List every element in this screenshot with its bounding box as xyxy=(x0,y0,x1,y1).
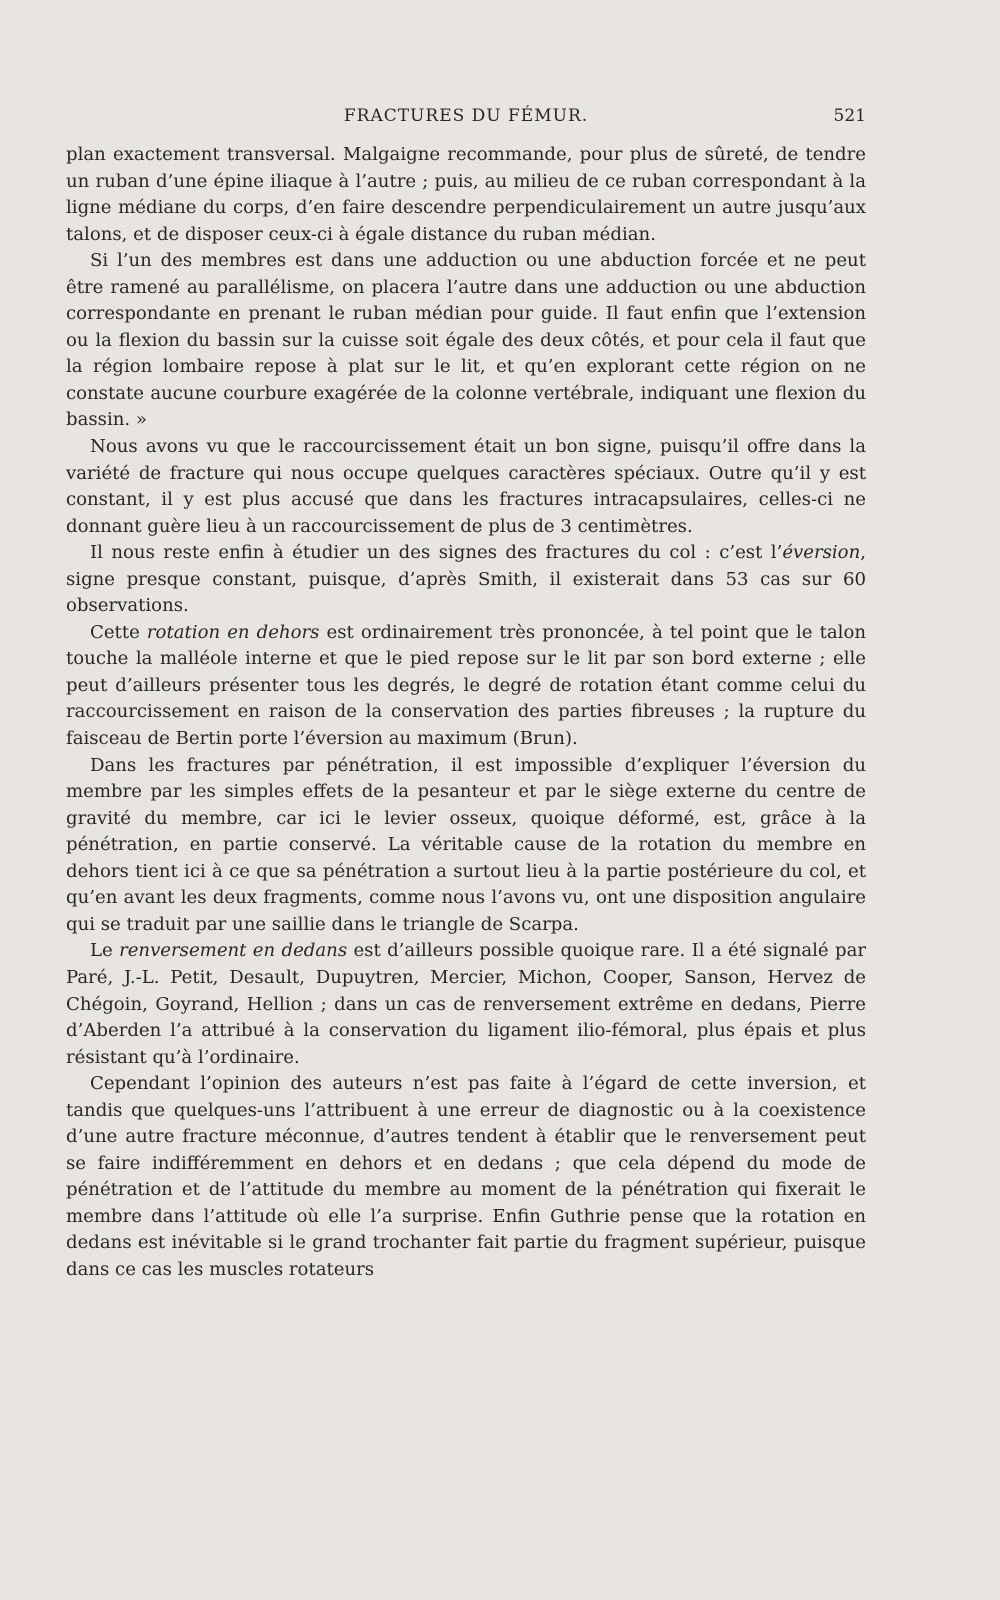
paragraph xyxy=(66,540,866,620)
italic-term: rotation en dehors xyxy=(146,621,320,643)
paragraph xyxy=(66,938,866,1071)
paragraph-text: Cependant l’opinion des auteurs n’est pas faite à l’égard de cette inversion, et tandis que quelques-uns l’attribuent à une erreur de diagnostic ou à la coexistence d’une autre fracture méconnue, d’autres tendent à établir que le renversement peut se faire indifféremment en dehors et en dedans ; que cela dépend du mode de pénétration et de l’attitude du membre au moment de la pénétration qui fixerait le membre dans l’attitude où elle l’a surprise. Enfin Guthrie pense que la rotation en dedans est inévitable si le grand trochanter fait partie du fragment supérieur, puisque dans ce cas les muscles rotateurs xyxy=(66,1073,866,1280)
paragraph xyxy=(66,1071,866,1283)
paragraph xyxy=(66,142,866,248)
running-title: FRACTURES DU FÉMUR. xyxy=(343,106,589,126)
paragraph-text: est d’ailleurs possible quoique rare. Il a été signalé par Paré, J.-L. Petit, Desault, Dupuytren, Mercier, Michon, Cooper, Sanson, Hervez de Chégoin, Goyrand, Hellion ; dans un cas de renversement extrême en dedans, Pierre d’Aberden l’a attribué à la conservation du ligament ilio-fémoral, plus épais et plus résistant qu’à l’ordinaire. xyxy=(66,940,866,1068)
paragraph xyxy=(66,753,866,939)
paragraph-text: Nous avons vu que le raccourcissement était un bon signe, puisqu’il offre dans la variété de fracture qui nous occupe quelques caractères spéciaux. Outre qu’il y est constant, il y est plus accusé que dans les fractures intracapsulaires, celles-ci ne donnant guère lieu à un raccourcissement de plus de 3 centimètres. xyxy=(66,436,866,537)
paragraph-text: Il nous reste enfin à étudier un des signes des fractures du col : c’est l’ xyxy=(90,542,783,564)
running-header xyxy=(66,106,866,132)
paragraph-text: plan exactement transversal. Malgaigne recommande, pour plus de sûreté, de tendre un ruban d’une épine iliaque à l’autre ; puis, au milieu de ce ruban correspondant à la ligne médiane du corps, d’en faire descendre perpendiculairement un autre jusqu’aux talons, et de disposer ceux-ci à égale distance du ruban médian. xyxy=(66,144,866,245)
paragraph-text: est ordinairement très prononcée, à tel point que le talon touche la malléole interne et que le pied repose sur le lit par son bord externe ; elle peut d’ailleurs présenter tous les degrés, le degré de rotation étant comme celui du raccourcissement en raison de la conservation des parties fibreuses ; la rupture du faisceau de Bertin porte l’éversion au maximum (Brun). xyxy=(66,621,867,750)
paragraph-text: Le xyxy=(90,940,120,962)
paragraph-text: , signe presque constant, puisque, d’après Smith, il existerait dans 53 cas sur 60 observations. xyxy=(66,542,866,617)
paragraph xyxy=(66,620,866,753)
paragraph xyxy=(66,248,866,434)
paragraph-text: Dans les fractures par pénétration, il est impossible d’expliquer l’éversion du membre par les simples effets de la pesanteur et par le siège externe du centre de gravité du membre, car ici le levier osseux, quoique déformé, est, grâce à la pénétration, en partie conservé. La véritable cause de la rotation du membre en dehors tient ici à ce que sa pénétration a surtout lieu à la partie postérieure du col, et qu’en avant les deux fragments, comme nous l’avons vu, ont une disposition angulaire qui se traduit par une saillie dans le triangle de Scarpa. xyxy=(66,754,866,935)
paragraph xyxy=(66,434,866,540)
italic-term: éversion xyxy=(782,542,861,564)
body-text xyxy=(66,142,866,1284)
italic-term: renversement en dedans xyxy=(119,940,348,962)
page-number: 521 xyxy=(833,106,866,126)
paragraph-text: Cette xyxy=(90,621,147,643)
paragraph-text: Si l’un des membres est dans une adduction ou une abduction forcée et ne peut être ramené au parallélisme, on placera l’autre dans une adduction ou une abduction correspondante en prenant le ruban médian pour guide. Il faut enfin que l’extension ou la flexion du bassin sur la cuisse soit égale des deux côtés, et pour cela il faut que la région lombaire repose à plat sur le lit, et qu’en explorant cette région on ne constate aucune courbure exagérée de la colonne vertébrale, indiquant une flexion du bassin. » xyxy=(66,250,866,431)
